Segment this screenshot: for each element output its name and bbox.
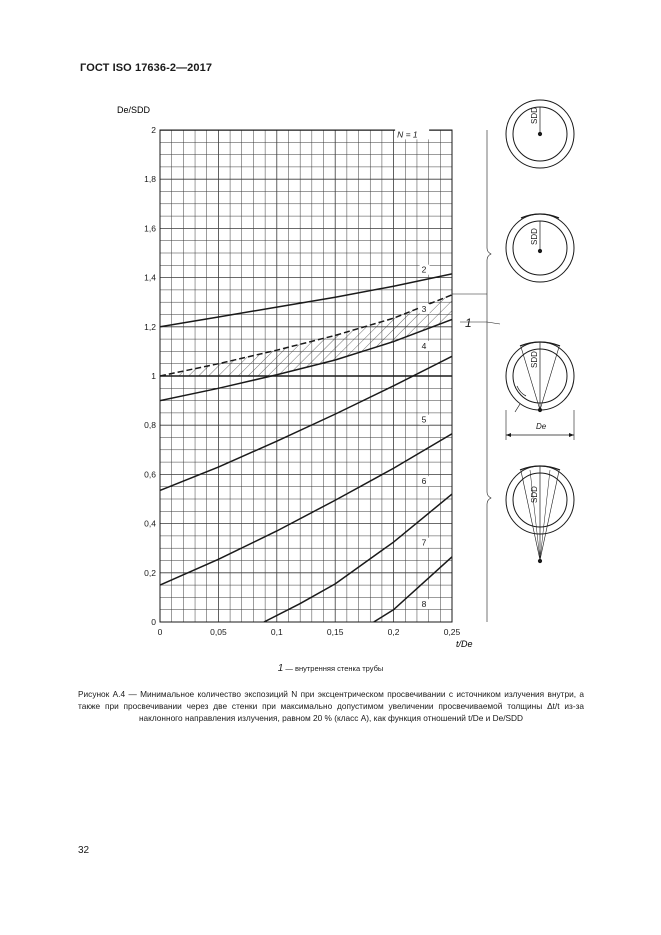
legend-text: — внутренняя стенка трубы — [285, 664, 384, 673]
legend — [0, 663, 661, 674]
y-tick-label: 2 — [151, 125, 156, 135]
y-tick-label: 1,4 — [144, 272, 156, 283]
y-tick-labels — [144, 125, 156, 627]
legend-number: 1 — [277, 663, 284, 674]
y-tick-label: 1,6 — [144, 223, 156, 234]
diagram-2 — [506, 214, 574, 282]
series-line-6 — [160, 434, 452, 585]
diagram-4 — [506, 466, 574, 563]
y-tick-label: 0,6 — [144, 469, 156, 480]
y-tick-label: 0 — [151, 617, 156, 627]
curve-label-n-1: N = 1 — [397, 129, 418, 140]
de-label: De — [536, 422, 547, 431]
sdd-label-4: SDD — [530, 486, 539, 503]
x-tick-labels — [158, 627, 461, 637]
x-tick-label: 0 — [157, 627, 163, 637]
diagram-3 — [506, 342, 574, 440]
page-number: 32 — [78, 845, 90, 856]
curve-label-6: 6 — [421, 476, 427, 487]
y-tick-label: 1,8 — [144, 174, 156, 185]
curve-label-7: 7 — [421, 537, 427, 548]
y-tick-label: 1 — [151, 371, 156, 381]
curve-label-4: 4 — [421, 340, 427, 351]
y-tick-label: 0,8 — [144, 420, 156, 431]
x-tick-label: 0,2 — [387, 627, 400, 637]
y-tick-label: 1,2 — [144, 321, 156, 332]
diagram-1 — [506, 100, 574, 168]
sdd-label-3: SDD — [530, 351, 539, 368]
bracket-label: 1 — [465, 316, 472, 330]
document-header: ГОСТ ISO 17636-2—2017 — [80, 62, 213, 74]
figure-caption: Рисунок А.4 — Минимальное количество экспозиций N при эксцентрическом просвечивании с источником излучения внутри, а также при просвечивании через две стенки при максимально допустимом увеличении просвечиваемой толщины Δt/t из-за наклонного направления излучения, равном 20 % (класс А), как функция отношений t/De и De/SDD — [78, 689, 584, 723]
x-tick-label: 0,1 — [270, 627, 283, 637]
x-tick-label: 0,15 — [326, 627, 344, 637]
exposure-diagrams — [452, 100, 574, 622]
chart — [117, 105, 473, 649]
x-axis-label: t/De — [456, 639, 473, 649]
x-tick-label: 0,05 — [210, 627, 227, 637]
curve-label-2: 2 — [421, 264, 427, 275]
y-axis-label: De/SDD — [117, 105, 151, 115]
curve-label-5: 5 — [421, 414, 427, 425]
y-tick-label: 0,2 — [144, 567, 156, 578]
y-tick-label: 0,4 — [144, 518, 156, 529]
bracket-inner-wall — [452, 130, 500, 622]
sdd-label-2: SDD — [530, 228, 539, 245]
curve-label-8: 8 — [421, 599, 427, 610]
curve-label-3: 3 — [421, 304, 427, 315]
sdd-label-1: SDD — [530, 107, 539, 124]
x-tick-label: 0,25 — [443, 627, 461, 637]
